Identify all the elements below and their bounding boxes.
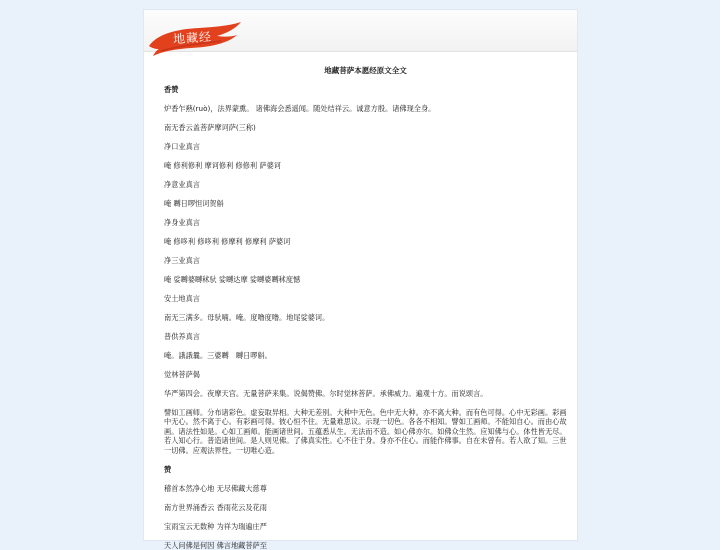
paragraph: 唵 嚩日啰怛诃贺斛 xyxy=(164,199,567,209)
paragraph: 净意业真言 xyxy=(164,180,567,190)
section-heading: 香赞 xyxy=(164,85,567,95)
header-banner xyxy=(144,10,577,52)
paragraph: 觉林菩萨偈 xyxy=(164,370,567,380)
paragraph: 炉香乍爇(ruò)，法界蒙熏。 诸佛海会悉遥闻。随处结祥云。诚意方殷。诸佛现全身。 xyxy=(164,104,567,114)
paragraph: 净口业真言 xyxy=(164,142,567,152)
paragraph: 唵 修哆利 修哆利 修摩利 修摩利 萨婆诃 xyxy=(164,237,567,247)
paragraph: 稽首本然净心地 无尽佛藏大慈尊 xyxy=(164,484,567,494)
paragraph: 净身业真言 xyxy=(164,218,567,228)
paragraph: 譬如工画师。分布诸彩色。虚妄取异相。大种无差别。大种中无色。色中无大种。亦不离大种。而有色可得。心中无彩画。彩画中无心。然不离于心。有彩画可得。彼心恒不住。无量难思议。示现一切色。各各不相知。譬如工画师。不能知自心。而由心故画。诸法性如是。心如工画师。能画诸世间。五蕴悉从生。无法而不造。如心佛亦尔。如佛众生然。应知佛与心。体性皆无尽。若人知心行。普造诸世间。是人则见佛。了佛真实性。心不住于身。身亦不住心。而能作佛事。自在未曾有。若人欲了知。三世一切佛。应观法界性。一切唯心造。 xyxy=(164,408,567,456)
paragraph: 南方世界涌香云 香雨花云及花雨 xyxy=(164,503,567,513)
paragraph: 唵 娑嚩婆嚩秫驮 娑嚩达摩 娑嚩婆嚩秫度憾 xyxy=(164,275,567,285)
section-heading: 赞 xyxy=(164,465,567,475)
paragraph: 唵 修利修利 摩诃修利 修修利 萨婆诃 xyxy=(164,161,567,171)
paragraph: 宝雨宝云无数种 为祥为瑞遍庄严 xyxy=(164,522,567,532)
paragraph: 南无三满多。母驮喃。唵。度噜度噜。地尾娑婆诃。 xyxy=(164,313,567,323)
paragraph: 安土地真言 xyxy=(164,294,567,304)
paragraph-list xyxy=(164,85,567,550)
paragraph: 天人问佛是何因 佛言地藏菩萨至 xyxy=(164,541,567,550)
paragraph: 华严第四会。夜摩天宫。无量菩萨来集。说偈赞佛。尔时觉林菩萨。承佛威力。遍观十方。而说颂言。 xyxy=(164,389,567,399)
page-container xyxy=(144,10,577,540)
paragraph: 普供养真言 xyxy=(164,332,567,342)
paragraph: 唵。誐誐曩。三婆嚩 嚩日啰斛。 xyxy=(164,351,567,361)
paragraph: 净三业真言 xyxy=(164,256,567,266)
document-content xyxy=(144,52,577,550)
banner-title: 地藏经 xyxy=(172,28,212,48)
paragraph: 南无香云盖菩萨摩诃萨(三称) xyxy=(164,123,567,133)
document-title: 地藏菩萨本愿经原文全文 xyxy=(164,66,567,76)
